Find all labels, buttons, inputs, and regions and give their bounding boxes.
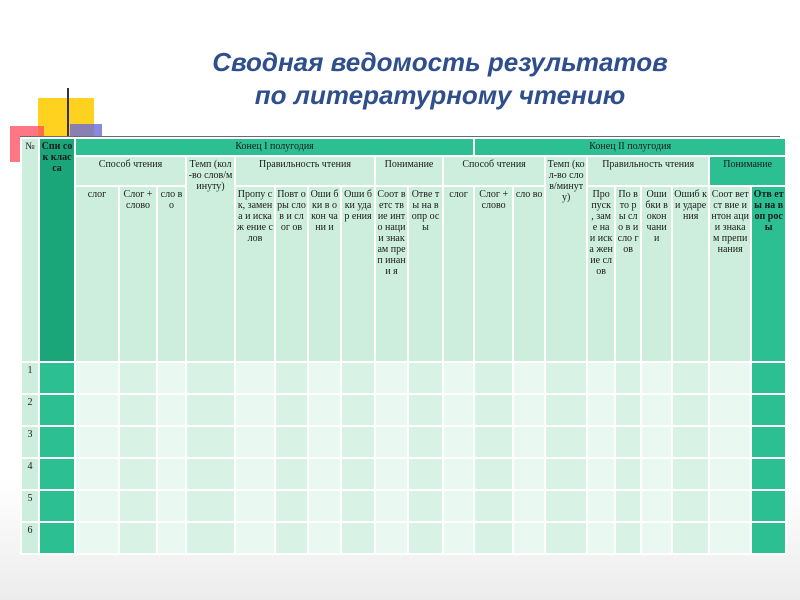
table-cell[interactable] — [157, 522, 186, 554]
table-cell[interactable] — [275, 394, 308, 426]
results-table — [20, 137, 787, 555]
table-cell[interactable] — [341, 490, 375, 522]
table-row — [21, 426, 786, 458]
h2-understanding: Понимание — [709, 156, 786, 186]
table-cell[interactable] — [443, 458, 474, 490]
page-title — [160, 46, 720, 112]
table-cell[interactable] — [443, 490, 474, 522]
table-cell[interactable] — [308, 458, 341, 490]
table-cell[interactable] — [672, 522, 709, 554]
table-cell[interactable] — [157, 458, 186, 490]
table-cell[interactable] — [615, 490, 641, 522]
h1-correctness: Правильность чтения — [235, 156, 375, 186]
table-cell[interactable] — [513, 394, 545, 426]
h2-answers: Отв еты на воп рос ы — [751, 186, 786, 362]
table-cell[interactable] — [751, 394, 786, 426]
table-cell[interactable] — [275, 426, 308, 458]
table-cell[interactable] — [709, 362, 751, 394]
table-cell[interactable] — [408, 490, 443, 522]
table-cell[interactable] — [545, 426, 587, 458]
table-cell[interactable] — [641, 362, 672, 394]
table-cell[interactable] — [672, 362, 709, 394]
table-cell[interactable] — [751, 490, 786, 522]
table-cell[interactable] — [308, 522, 341, 554]
table-cell[interactable] — [615, 394, 641, 426]
table-cell[interactable] — [587, 426, 615, 458]
header-half-2: Конец II полугодия — [474, 138, 786, 156]
table-cell[interactable] — [375, 362, 408, 394]
table-cell[interactable] — [375, 458, 408, 490]
table-cell[interactable] — [443, 426, 474, 458]
table-cell[interactable] — [615, 458, 641, 490]
table-cell[interactable] — [587, 458, 615, 490]
h1-reading-method: Способ чтения — [75, 156, 186, 186]
table-cell[interactable] — [308, 394, 341, 426]
table-cell[interactable] — [513, 490, 545, 522]
table-cell[interactable] — [709, 458, 751, 490]
h1-syllable-word: Слог + слово — [119, 186, 157, 362]
h2-word: сло во — [513, 186, 545, 362]
table-cell[interactable] — [375, 522, 408, 554]
table-cell[interactable] — [672, 394, 709, 426]
table-cell[interactable] — [513, 522, 545, 554]
h1-stress-errors: Оши бки удар ения — [341, 186, 375, 362]
title-line-2: по литературному чтению — [254, 80, 626, 110]
table-cell[interactable] — [235, 426, 275, 458]
table-cell[interactable] — [119, 394, 157, 426]
row-number: 1 — [21, 362, 39, 394]
table-cell[interactable] — [119, 522, 157, 554]
table-cell[interactable] — [75, 490, 119, 522]
h2-reading-method: Способ чтения — [443, 156, 545, 186]
table-cell[interactable] — [709, 426, 751, 458]
table-cell[interactable] — [641, 394, 672, 426]
table-cell[interactable] — [513, 426, 545, 458]
table-cell[interactable] — [186, 394, 235, 426]
table-cell[interactable] — [751, 522, 786, 554]
h2-tempo: Темп (кол-во слов/минуту) — [545, 156, 587, 362]
h2-intonation: Соот ветст вие интон ации знака м препи нания — [709, 186, 751, 362]
table-cell[interactable] — [474, 490, 513, 522]
table-body — [21, 362, 786, 554]
table-cell[interactable] — [375, 394, 408, 426]
h2-correctness: Правильность чтения — [587, 156, 709, 186]
table-cell[interactable] — [308, 426, 341, 458]
table-cell[interactable] — [408, 394, 443, 426]
table-cell[interactable] — [275, 458, 308, 490]
h1-omissions: Пропу ск, замен а и искаж ение слов — [235, 186, 275, 362]
h1-repetitions: Повт оры слов и слог ов — [275, 186, 308, 362]
table-cell[interactable] — [119, 426, 157, 458]
h1-ending-errors: Оши бки в окон чани и — [308, 186, 341, 362]
table-cell[interactable] — [75, 426, 119, 458]
table-cell[interactable] — [443, 522, 474, 554]
table-cell[interactable] — [341, 394, 375, 426]
h1-answers: Отве ты на вопр осы — [408, 186, 443, 362]
table-cell[interactable] — [39, 394, 75, 426]
table-cell[interactable] — [39, 522, 75, 554]
h1-understanding: Понимание — [375, 156, 443, 186]
table-cell[interactable] — [75, 458, 119, 490]
table-cell[interactable] — [308, 490, 341, 522]
table-cell[interactable] — [443, 362, 474, 394]
table-cell[interactable] — [235, 522, 275, 554]
h1-intonation: Соот ветс твие инто наци и знак ам преп инани я — [375, 186, 408, 362]
table-cell[interactable] — [186, 522, 235, 554]
table-cell[interactable] — [157, 362, 186, 394]
table-cell[interactable] — [308, 362, 341, 394]
table-cell[interactable] — [587, 394, 615, 426]
row-number: 3 — [21, 426, 39, 458]
header-class-list: Спи сок клас са — [39, 138, 75, 362]
table-row — [21, 362, 786, 394]
h1-word: сло во — [157, 186, 186, 362]
table-cell[interactable] — [341, 426, 375, 458]
table-cell[interactable] — [587, 522, 615, 554]
table-cell[interactable] — [235, 394, 275, 426]
header-half-1: Конец I полугодия — [75, 138, 474, 156]
table-cell[interactable] — [474, 426, 513, 458]
h1-tempo: Темп (кол-во слов/минуту) — [186, 156, 235, 362]
title-line-1: Сводная ведомость результатов — [212, 47, 668, 77]
table-cell[interactable] — [186, 490, 235, 522]
table-cell[interactable] — [408, 458, 443, 490]
table-cell[interactable] — [235, 458, 275, 490]
table-cell[interactable] — [157, 394, 186, 426]
table-cell[interactable] — [39, 490, 75, 522]
table-cell[interactable] — [39, 426, 75, 458]
table-cell[interactable] — [408, 522, 443, 554]
h2-syllable-word: Слог + слово — [474, 186, 513, 362]
table-cell[interactable] — [474, 394, 513, 426]
table-cell[interactable] — [672, 426, 709, 458]
table-cell[interactable] — [341, 362, 375, 394]
h2-ending-errors: Оши бки в окон чани и — [641, 186, 672, 362]
table-cell[interactable] — [275, 522, 308, 554]
header-number: № — [21, 138, 39, 362]
table-cell[interactable] — [545, 490, 587, 522]
table-cell[interactable] — [672, 458, 709, 490]
table-cell[interactable] — [615, 522, 641, 554]
table-cell[interactable] — [186, 458, 235, 490]
table-cell[interactable] — [751, 362, 786, 394]
table-cell[interactable] — [641, 426, 672, 458]
table-cell[interactable] — [275, 490, 308, 522]
table-cell[interactable] — [75, 362, 119, 394]
table-cell[interactable] — [474, 458, 513, 490]
table-cell[interactable] — [751, 458, 786, 490]
table-cell[interactable] — [157, 490, 186, 522]
table-cell[interactable] — [474, 362, 513, 394]
row-number: 2 — [21, 394, 39, 426]
table-row — [21, 490, 786, 522]
table-cell[interactable] — [709, 490, 751, 522]
table-cell[interactable] — [375, 426, 408, 458]
table-cell[interactable] — [408, 362, 443, 394]
table-cell[interactable] — [275, 362, 308, 394]
table-cell[interactable] — [545, 522, 587, 554]
table-cell[interactable] — [641, 490, 672, 522]
table-cell[interactable] — [39, 458, 75, 490]
table-cell[interactable] — [615, 362, 641, 394]
h2-stress-errors: Ошиб ки ударе ния — [672, 186, 709, 362]
table-cell[interactable] — [235, 362, 275, 394]
table-cell[interactable] — [186, 426, 235, 458]
table-row — [21, 522, 786, 554]
table-cell[interactable] — [513, 362, 545, 394]
table-cell[interactable] — [375, 490, 408, 522]
h1-syllable: слог — [75, 186, 119, 362]
table-cell[interactable] — [641, 522, 672, 554]
table-cell[interactable] — [545, 362, 587, 394]
row-number: 4 — [21, 458, 39, 490]
table-row — [21, 458, 786, 490]
table-cell[interactable] — [408, 426, 443, 458]
table-cell[interactable] — [119, 362, 157, 394]
table-cell[interactable] — [157, 426, 186, 458]
h2-repetitions: По вто ры сло в и сло гов — [615, 186, 641, 362]
table-cell[interactable] — [75, 522, 119, 554]
table-row — [21, 394, 786, 426]
table-cell[interactable] — [709, 522, 751, 554]
table-cell[interactable] — [39, 362, 75, 394]
row-number: 6 — [21, 522, 39, 554]
table-cell[interactable] — [474, 522, 513, 554]
h2-omissions: Про пуск , заме на и иска жен ие слов — [587, 186, 615, 362]
table-cell[interactable] — [672, 490, 709, 522]
table-cell[interactable] — [235, 490, 275, 522]
table-cell[interactable] — [513, 458, 545, 490]
table-cell[interactable] — [641, 458, 672, 490]
table-cell[interactable] — [341, 458, 375, 490]
table-cell[interactable] — [119, 458, 157, 490]
table-cell[interactable] — [545, 394, 587, 426]
table-cell[interactable] — [587, 490, 615, 522]
table-cell[interactable] — [119, 490, 157, 522]
table-cell[interactable] — [443, 394, 474, 426]
table-cell[interactable] — [545, 458, 587, 490]
table-cell[interactable] — [186, 362, 235, 394]
h2-syllable: слог — [443, 186, 474, 362]
table-cell[interactable] — [341, 522, 375, 554]
row-number: 5 — [21, 490, 39, 522]
table-cell[interactable] — [587, 362, 615, 394]
table-cell[interactable] — [751, 426, 786, 458]
table-cell[interactable] — [615, 426, 641, 458]
table-cell[interactable] — [709, 394, 751, 426]
table-cell[interactable] — [75, 394, 119, 426]
